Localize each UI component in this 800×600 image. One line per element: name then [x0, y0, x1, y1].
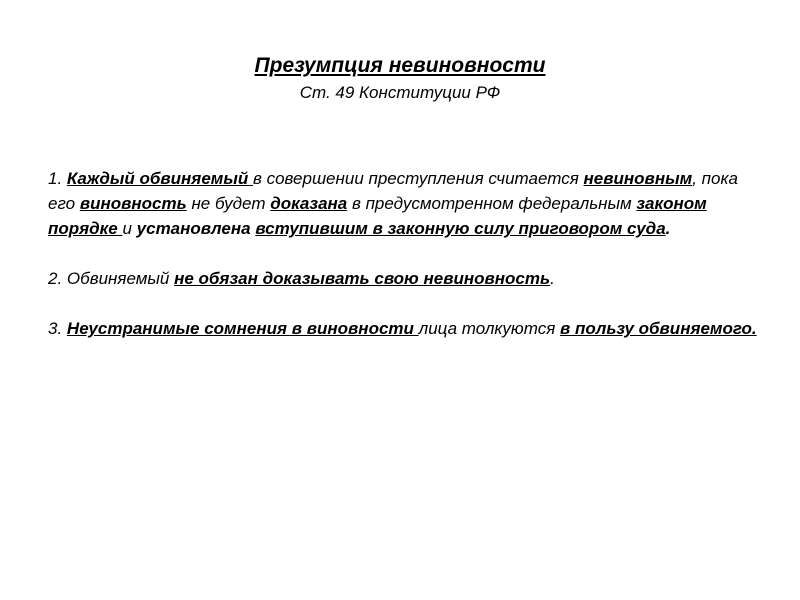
- paragraph-3: [48, 316, 760, 341]
- p2-number: 2.: [48, 269, 63, 288]
- p1-text-1: в совершении преступления считается: [252, 169, 584, 188]
- p2-not-obliged: не обязан доказывать свою невиновность: [174, 269, 551, 288]
- paragraph-2: [48, 266, 760, 291]
- p3-doubts: Неустранимые сомнения в виновности: [66, 319, 419, 338]
- p1-established: установлена: [136, 219, 251, 238]
- slide-subtitle: Ст. 49 Конституции РФ: [299, 83, 501, 102]
- p1-proven: доказана: [270, 194, 348, 213]
- p3-text-1: лица толкуются: [418, 319, 560, 338]
- p1-court-verdict: вступившим в законную силу приговором суда: [255, 219, 666, 238]
- p2-period: .: [550, 269, 555, 288]
- p1-guilt: виновность: [79, 194, 187, 213]
- p1-law-order: законом порядке: [48, 194, 707, 238]
- p1-text-5: и: [122, 219, 137, 238]
- body-text: [48, 166, 760, 341]
- p1-innocent: невиновным: [583, 169, 693, 188]
- paragraph-1: [48, 166, 760, 241]
- p1-number: 1.: [48, 169, 63, 188]
- p1-text-3: не будет: [186, 194, 271, 213]
- p3-in-favor: в пользу обвиняемого.: [560, 319, 757, 338]
- p1-text-2: , пока его: [48, 169, 738, 213]
- p3-number: 3.: [48, 319, 63, 338]
- p1-accused: Каждый обвиняемый: [66, 169, 253, 188]
- p2-text-1: Обвиняемый: [62, 269, 175, 288]
- title-block: [0, 52, 800, 106]
- p1-text-4: в предусмотренном федеральным: [347, 194, 637, 213]
- p1-period: .: [665, 219, 671, 238]
- slide-title: Презумпция невиновности: [254, 54, 546, 77]
